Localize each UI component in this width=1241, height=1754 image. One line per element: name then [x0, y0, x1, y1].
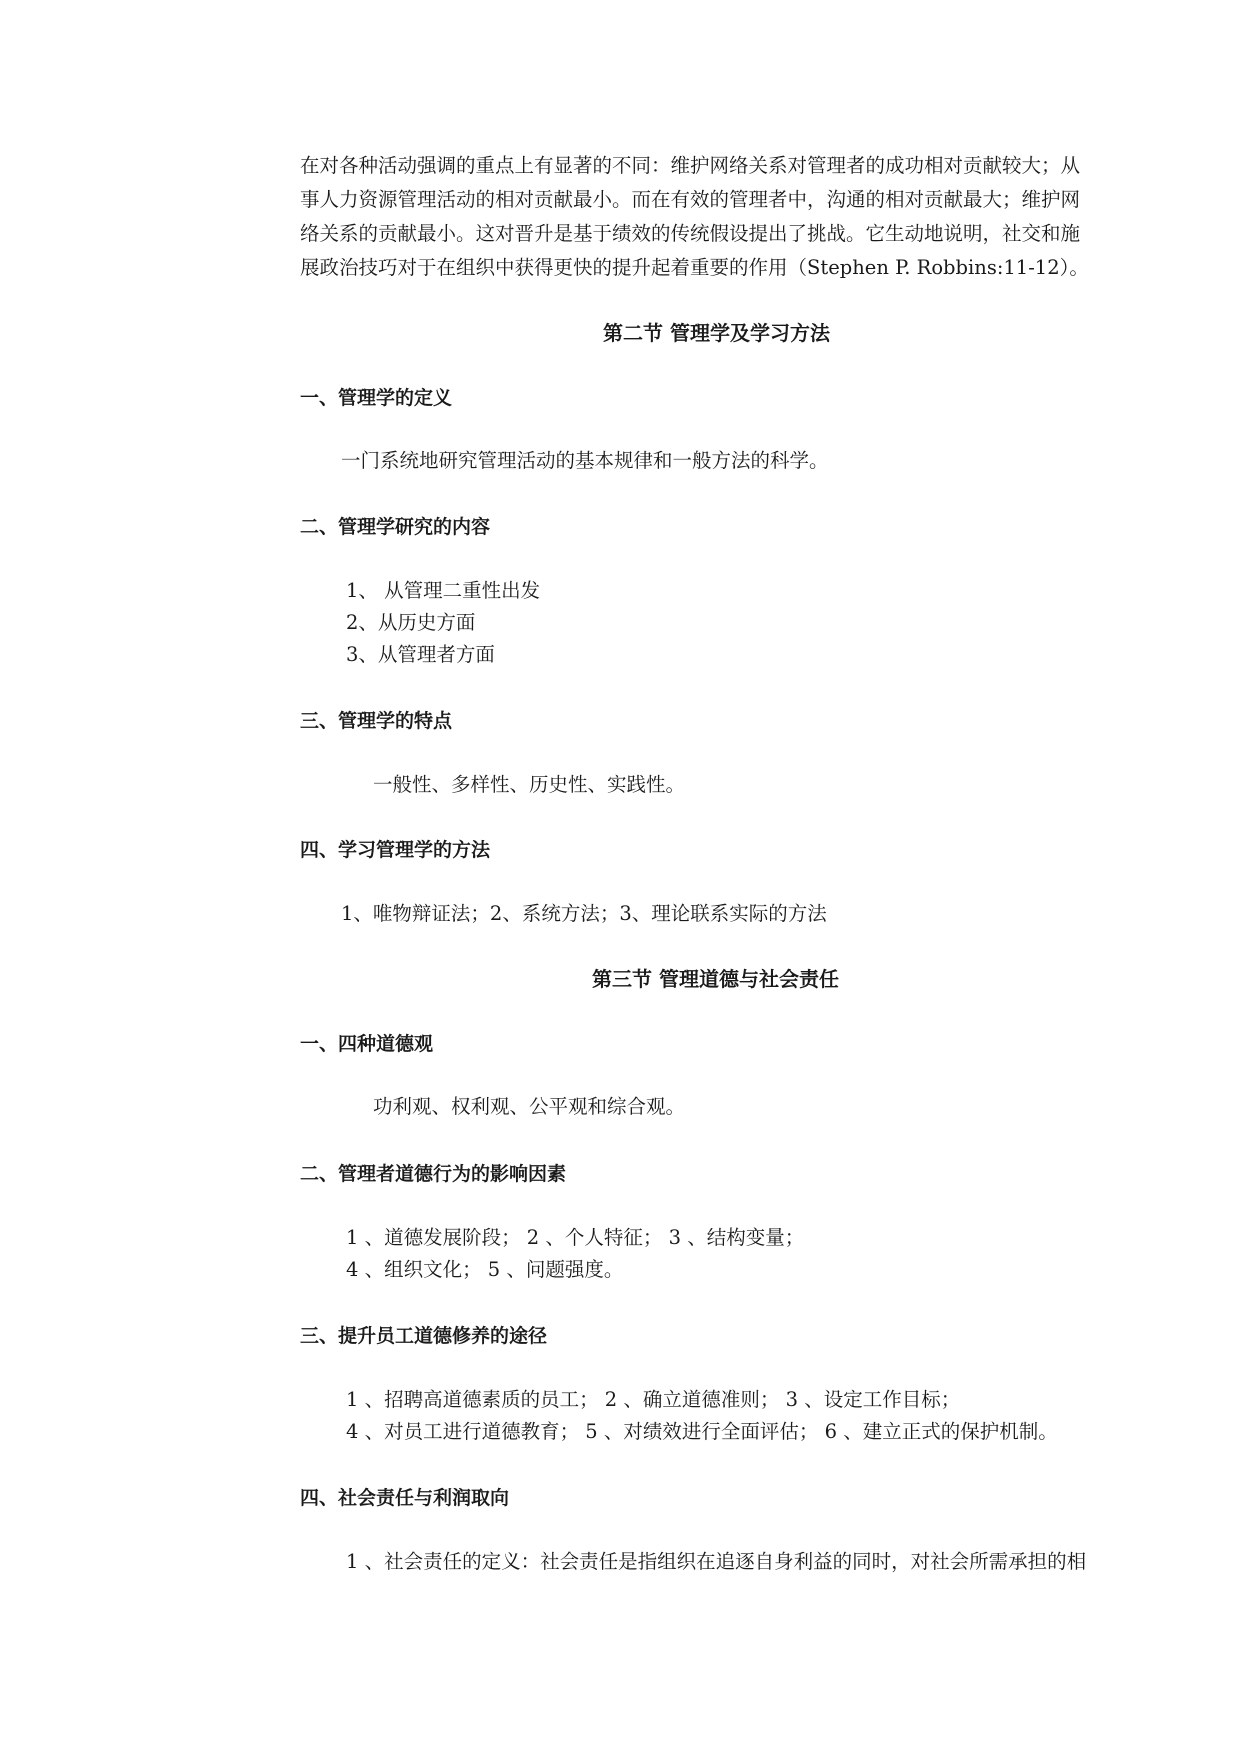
s3-factors-line-1: 1 、道德发展阶段； 2 、个人特征； 3 、结构变量；: [346, 1226, 805, 1249]
s2-features-text: 一般性、多样性、历史性、实践性。: [373, 773, 686, 796]
s3-ways-line-2: 4 、对员工进行道德教育； 5 、对绩效进行全面评估； 6 、建立正式的保护机制。: [346, 1420, 1058, 1443]
s3-heading-ways: 三、提升员工道德修养的途径: [300, 1325, 548, 1347]
s2-heading-methods: 四、学习管理学的方法: [300, 839, 491, 861]
s2-content-item-1: 1、 从管理二重性出发: [346, 579, 541, 602]
s3-responsibility-text: 1 、社会责任的定义：社会责任是指组织在追逐自身利益的同时，对社会所需承担的相: [346, 1550, 1087, 1573]
s3-heading-factors: 二、管理者道德行为的影响因素: [300, 1163, 567, 1185]
s2-methods-text: 1、唯物辩证法；2、系统方法；3、理论联系实际的方法: [341, 902, 827, 925]
intro-line-2: 事人力资源管理活动的相对贡献最小。而在有效的管理者中，沟通的相对贡献最大；维护网: [300, 188, 1081, 211]
s3-heading-ethics-views: 一、四种道德观: [300, 1033, 434, 1055]
s2-content-item-3: 3、从管理者方面: [346, 643, 495, 666]
s3-factors-line-2: 4 、组织文化； 5 、问题强度。: [346, 1258, 624, 1281]
s3-heading-responsibility: 四、社会责任与利润取向: [300, 1487, 510, 1509]
intro-line-4: 展政治技巧对于在组织中获得更快的提升起着重要的作用（Stephen P. Robbins:11-12）。: [300, 256, 1089, 279]
section-3-title: 第三节 管理道德与社会责任: [592, 967, 839, 991]
s2-heading-definition: 一、管理学的定义: [300, 387, 453, 409]
s2-definition-text: 一门系统地研究管理活动的基本规律和一般方法的科学。: [341, 449, 829, 472]
s2-heading-features: 三、管理学的特点: [300, 710, 453, 732]
intro-line-1: 在对各种活动强调的重点上有显著的不同：维护网络关系对管理者的成功相对贡献较大；从: [300, 154, 1081, 177]
s2-content-item-2: 2、从历史方面: [346, 611, 476, 634]
s3-ways-line-1: 1 、招聘高道德素质的员工； 2 、确立道德准则； 3 、设定工作目标；: [346, 1388, 961, 1411]
s3-ethics-views-text: 功利观、权利观、公平观和综合观。: [373, 1095, 686, 1118]
s2-heading-content: 二、管理学研究的内容: [300, 516, 491, 538]
intro-line-3: 络关系的贡献最小。这对晋升是基于绩效的传统假设提出了挑战。它生动地说明，社交和施: [300, 222, 1081, 245]
section-2-title: 第二节 管理学及学习方法: [603, 321, 830, 345]
